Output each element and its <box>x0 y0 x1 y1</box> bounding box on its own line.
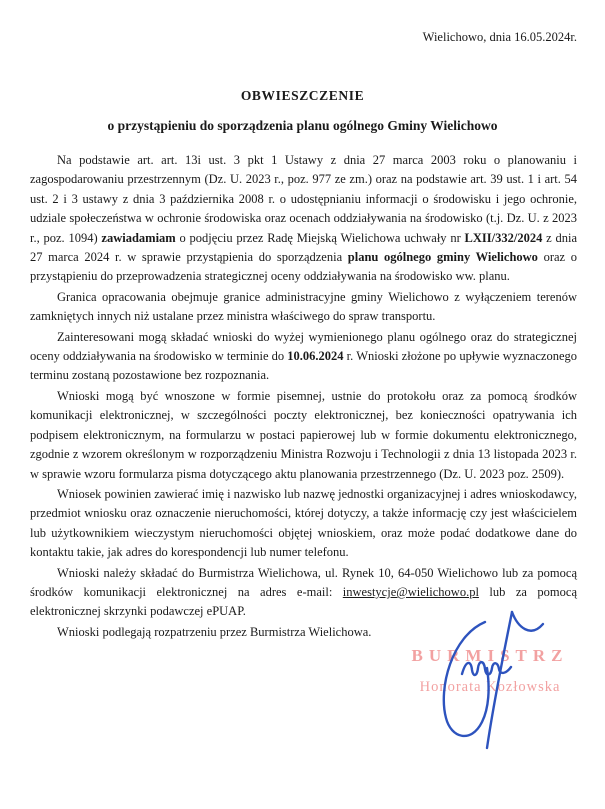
handwritten-signature-icon <box>390 608 590 758</box>
stamp-title: BURMISTRZ <box>411 646 569 665</box>
paragraph: Wnioski należy składać do Burmistrza Wielichowa, ul. Rynek 10, 64-050 Wielichowo lub za pomocą środków komunikacji elektronicznej na adres e-mail: inwestycje@wielichowo.pl lub za pomocą elektronicznej skrzynki podawczej ePUAP. <box>30 565 577 619</box>
dateline: Wielichowo, dnia 16.05.2024r. <box>422 30 577 44</box>
paragraph: Wnioski podlegają rozpatrzeniu przez Burmistrza Wielichowa. <box>57 624 372 639</box>
paragraph: Zainteresowani mogą składać wnioski do wyżej wymienionego planu ogólnego oraz do strategicznej oceny oddziaływania na środowisko w terminie do 10.06.2024 r. Wnioski złożone po upływie wyznaczonego terminu zostaną pozostawione bez rozpoznania. <box>30 329 577 383</box>
document-title: OBWIESZCZENIE <box>240 88 365 103</box>
stamp-signer-name: Honorata Kozłowska <box>419 679 561 695</box>
paragraph: Wniosek powinien zawierać imię i nazwisko lub nazwę jednostki organizacyjnej i adres wnioskodawcy, przedmiot wniosku oraz oznaczenie nieruchomości, której dotyczy, a także informację czy jest właścicielem lub użytkownikiem wieczystym nieruchomości objętej wnioskiem, oraz może podać dodatkowe dane do kontaktu takie, jak adres do korespondencji lub numer telefonu. <box>30 486 577 560</box>
signature-block <box>390 608 590 758</box>
paragraph: Wnioski mogą być wnoszone w formie pisemnej, ustnie do protokołu oraz za pomocą środków komunikacji elektronicznej, w szczególności poczty elektronicznej, bez konieczności opatrywania ich podpisem elektronicznym, na formularzu w postaci papierowej lub w formie dokumentu elektronicznego, zgodnie z wzorem określonym w rozporządzeniu Ministra Rozwoju i Technologii z dnia 13 listopada 2023 r. w sprawie wzoru formularza pisma dotyczącego aktu planowania przestrzennego (Dz. U. 2023 poz. 2509). <box>30 388 577 481</box>
document-subtitle: o przystąpieniu do sporządzenia planu ogólnego Gminy Wielichowo <box>107 118 498 133</box>
paragraph: Na podstawie art. art. 13i ust. 3 pkt 1 Ustawy z dnia 27 marca 2003 roku o planowaniu i zagospodarowaniu przestrzennym (Dz. U. 2023 r., poz. 977 ze zm.) oraz na podstawie art. 39 ust. 1 i art. 54 ust. 2 i 3 ustawy z dnia 3 października 2008 r. o udostępnianiu informacji o środowisku i jego ochronie, udziale społeczeństwa w ochronie środowiska oraz ocenach oddziaływania na środowisko (t.j. Dz. U. z 2023 r., poz. 1094) zawiadamiam o podjęciu przez Radę Miejską Wielichowa uchwały nr LXII/332/2024 z dnia 27 marca 2024 r. w sprawie przystąpienia do sporządzenia planu ogólnego gminy Wielichowo oraz o przystąpieniu do przeprowadzenia strategicznej oceny oddziaływania na środowisko ww. planu. <box>30 153 577 284</box>
document-body <box>30 151 577 643</box>
paragraph: Granica opracowania obejmuje granice administracyjne gminy Wielichowo z wyłączeniem terenów zamkniętych innych niż ustalane przez ministra właściwego do spraw transportu. <box>30 289 577 324</box>
email-address: inwestycje@wielichowo.pl <box>342 584 479 599</box>
